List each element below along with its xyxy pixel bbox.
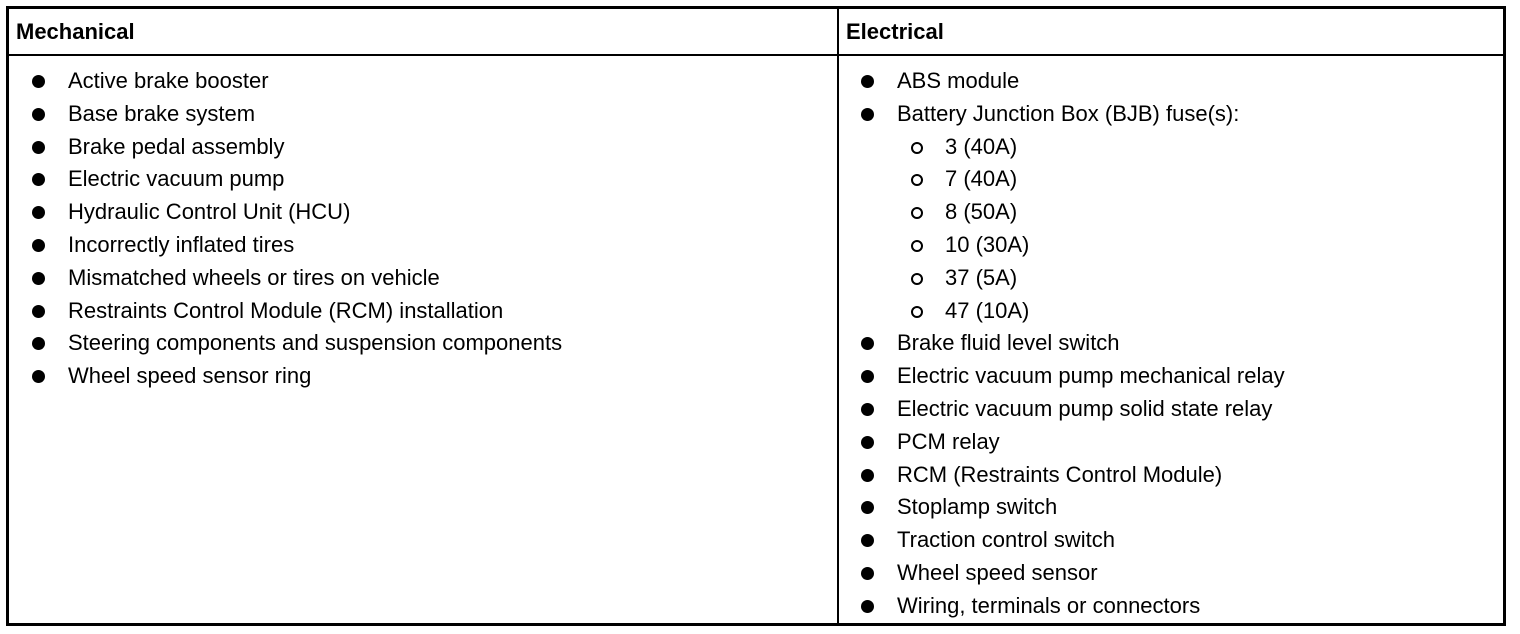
list-item-label: Electric vacuum pump — [68, 166, 285, 192]
circle-bullet-icon — [911, 306, 923, 318]
symptom-table — [6, 6, 1506, 626]
bullet-icon — [32, 108, 45, 121]
list-item-label: Incorrectly inflated tires — [68, 231, 295, 257]
circle-bullet-icon — [911, 273, 923, 285]
bullet-icon — [32, 206, 45, 219]
list-item-label: RCM (Restraints Control Module) — [897, 461, 1223, 487]
bullet-icon — [861, 403, 874, 416]
list-item-label: PCM relay — [897, 428, 1000, 454]
circle-bullet-icon — [911, 240, 923, 252]
bullet-icon — [861, 337, 874, 350]
column-divider — [837, 9, 839, 623]
bullet-icon — [861, 600, 874, 613]
bullet-icon — [861, 75, 874, 88]
list-item-label: 37 (5A) — [945, 264, 1018, 290]
list-item-label: Battery Junction Box (BJB) fuse(s): — [897, 100, 1240, 126]
list-item-label: Brake fluid level switch — [897, 330, 1120, 356]
list-item-label: Wheel speed sensor ring — [68, 363, 312, 389]
list-item-label: Active brake booster — [68, 68, 269, 93]
bullet-icon — [861, 436, 874, 449]
bullet-icon — [861, 469, 874, 482]
bullet-icon — [32, 239, 45, 252]
list-item-label: Base brake system — [68, 100, 256, 126]
bullet-icon — [32, 272, 45, 285]
list-item-label: Hydraulic Control Unit (HCU) — [68, 199, 351, 225]
electrical-header: Electrical — [846, 19, 944, 44]
list-item-label: Mismatched wheels or tires on vehicle — [68, 264, 440, 290]
header-divider — [9, 54, 1503, 56]
bullet-icon — [32, 337, 45, 350]
list-item-label: 3 (40A) — [945, 133, 1018, 159]
list-item-label: Stoplamp switch — [897, 494, 1058, 520]
list-item-label: Wheel speed sensor — [897, 559, 1098, 585]
list-item-label: 47 (10A) — [945, 297, 1030, 323]
list-item-label: Traction control switch — [897, 527, 1116, 553]
bullet-icon — [32, 370, 45, 383]
bullet-icon — [32, 141, 45, 154]
bullet-icon — [861, 370, 874, 383]
mechanical-header: Mechanical — [16, 19, 135, 44]
list-item-label: Electric vacuum pump mechanical relay — [897, 363, 1285, 389]
bullet-icon — [861, 108, 874, 121]
list-item-label: 7 (40A) — [945, 166, 1018, 192]
list-item-label: 10 (30A) — [945, 231, 1030, 257]
list-item-label: Electric vacuum pump solid state relay — [897, 395, 1273, 421]
list-item-label: Brake pedal assembly — [68, 133, 285, 159]
bullet-icon — [861, 501, 874, 514]
bullet-icon — [861, 534, 874, 547]
circle-bullet-icon — [911, 174, 923, 186]
list-item-label: 8 (50A) — [945, 199, 1018, 225]
bullet-icon — [32, 305, 45, 318]
circle-bullet-icon — [911, 142, 923, 154]
list-item-label: ABS module — [897, 68, 1020, 93]
circle-bullet-icon — [911, 207, 923, 219]
list-item-label: Wiring, terminals or connectors — [897, 592, 1201, 618]
list-item-label: Restraints Control Module (RCM) installation — [68, 297, 504, 323]
bullet-icon — [861, 567, 874, 580]
bullet-icon — [32, 75, 45, 88]
bullet-icon — [32, 173, 45, 186]
list-item-label: Steering components and suspension components — [68, 330, 563, 356]
